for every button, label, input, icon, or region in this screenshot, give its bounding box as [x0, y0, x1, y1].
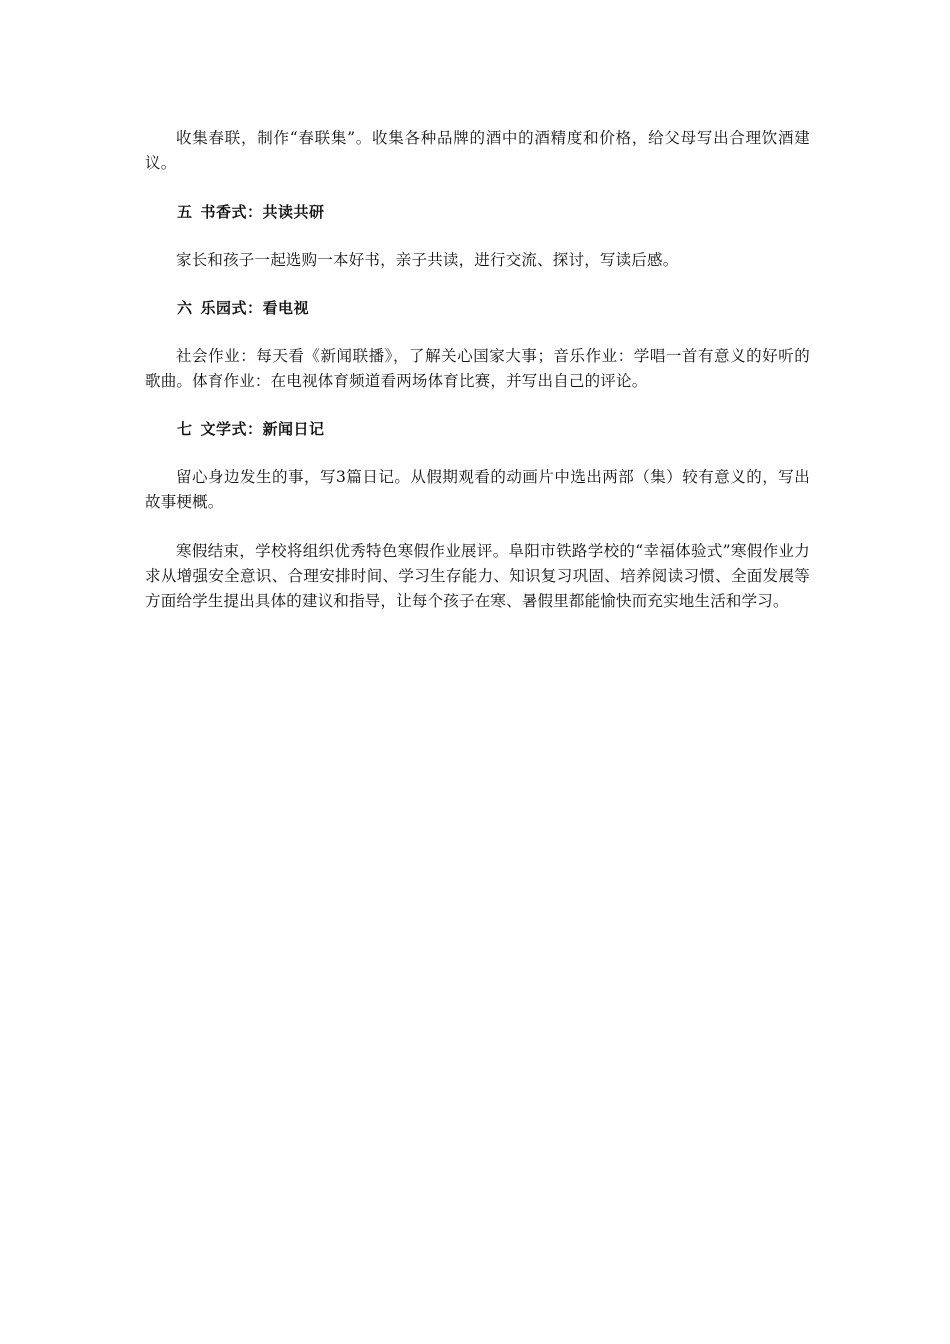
section-number: 五: [177, 203, 193, 221]
section-title: 文学式：新闻日记: [200, 420, 325, 438]
paragraph-diary: 留心身边发生的事，写3篇日记。从假期观看的动画片中选出两部（集）较有意义的，写出故事梗概。: [145, 468, 810, 511]
section-heading-5: [145, 200, 810, 225]
section-number: 六: [177, 299, 193, 317]
section-number: 七: [177, 420, 193, 438]
paragraph-spring-couplets: 收集春联，制作“春联集”。收集各种品牌的酒中的酒精度和价格，给父母写出合理饮酒建议。: [145, 129, 810, 172]
section-heading-7: [145, 417, 810, 442]
paragraph-reading: 家长和孩子一起选购一本好书，亲子共读，进行交流、探讨，写读后感。: [176, 251, 679, 269]
document-body: [145, 126, 810, 614]
paragraph-tv: 社会作业：每天看《新闻联播》，了解关心国家大事；音乐作业：学唱一首有意义的好听的歌曲。体育作业：在电视体育频道看两场体育比赛，并写出自己的评论。: [145, 347, 810, 390]
paragraph-conclusion: 寒假结束，学校将组织优秀特色寒假作业展评。阜阳市铁路学校的“幸福体验式”寒假作业力求从增强安全意识、合理安排时间、学习生存能力、知识复习巩固、培养阅读习惯、全面发展等方面给学生提出具体的建议和指导，让每个孩子在寒、暑假里都能愉快而充实地生活和学习。: [145, 542, 810, 610]
section-heading-6: [145, 296, 810, 321]
section-title: 书香式：共读共研: [200, 203, 325, 221]
section-title: 乐园式：看电视: [200, 299, 310, 317]
